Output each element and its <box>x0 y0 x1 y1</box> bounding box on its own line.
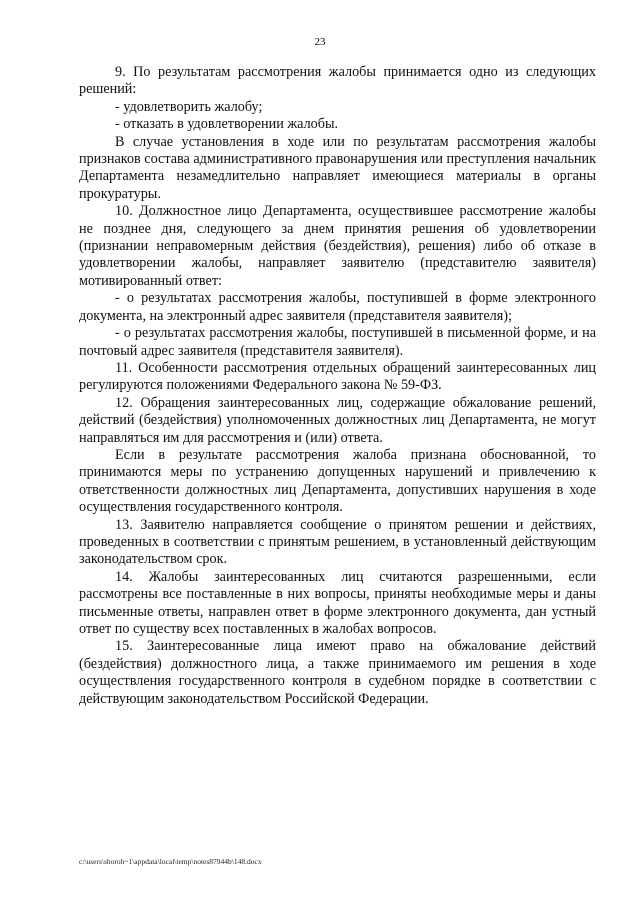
page-number: 23 <box>314 36 326 48</box>
paragraph-postal-answer: - о результатах рассмотрения жалобы, поступившей в письменной форме, и на почтовый адрес заявителя (представителя заявителя). <box>79 325 596 359</box>
footer-file-path: c:\users\shoroh~1\appdata\local\temp\notes87944b\148.docx <box>79 857 262 866</box>
paragraph-prosecution-referral: В случае установления в ходе или по результатам рассмотрения жалобы признаков состава административного правонарушения или преступления начальник Департамента незамедлительно направляет имеющиеся материалы в органы прокуратуры. <box>79 133 596 202</box>
paragraph-10-answer: 10. Должностное лицо Департамента, осуществившее рассмотрение жалобы не позднее дня, следующего за днем принятия решения об удовлетворении (признании неправомерным действия (бездействия), решения) либо об отказе в удовлетворении жалобы, направляет заявителю (представителю заявителя) мотивированный ответ: <box>79 203 596 289</box>
paragraph-9-decision: 9. По результатам рассмотрения жалобы принимается одно из следующих решений: <box>79 64 596 98</box>
paragraph-justified-complaint: Если в результате рассмотрения жалоба признана обоснованной, то принимаются меры по устранению допущенных нарушений и привлечению к ответственности должностных лиц Департамента, допустивших нарушения в ходе осуществления государственного контроля. <box>79 446 596 516</box>
paragraph-electronic-answer: - о результатах рассмотрения жалобы, поступившей в форме электронного документа, на электронный адрес заявителя (представителя заявителя); <box>79 290 596 324</box>
paragraph-option-satisfy: - удовлетворить жалобу; <box>115 98 263 115</box>
paragraph-15-appeal-right: 15. Заинтересованные лица имеют право на обжалование действий (бездействия) должностного лица, а также принимаемого им решения в ходе осуществления государственного контроля в судебном порядке в соответствии с действующим законодательством Российской Федерации. <box>79 638 596 707</box>
document-body <box>79 64 596 708</box>
paragraph-13-notification: 13. Заявителю направляется сообщение о принятом решении и действиях, проведенных в соответствии с принятым решением, в установленный действующим законодательством срок. <box>79 516 596 568</box>
paragraph-11-features: 11. Особенности рассмотрения отдельных обращений заинтересованных лиц регулируются положениями Федерального закона № 59-ФЗ. <box>79 359 596 394</box>
paragraph-12-restriction: 12. Обращения заинтересованных лиц, содержащие обжалование решений, действий (бездействия) уполномоченных должностных лиц Департамента, не могут направляться им для рассмотрения и (или) ответа. <box>79 394 596 446</box>
paragraph-14-resolved: 14. Жалобы заинтересованных лиц считаются разрешенными, если рассмотрены все поставленные в них вопросы, приняты необходимые меры и даны письменные ответы, направлен ответ в форме электронного документа, дан устный ответ по существу всех поставленных в жалобах вопросов. <box>79 568 596 637</box>
paragraph-option-refuse: - отказать в удовлетворении жалобы. <box>115 116 339 133</box>
